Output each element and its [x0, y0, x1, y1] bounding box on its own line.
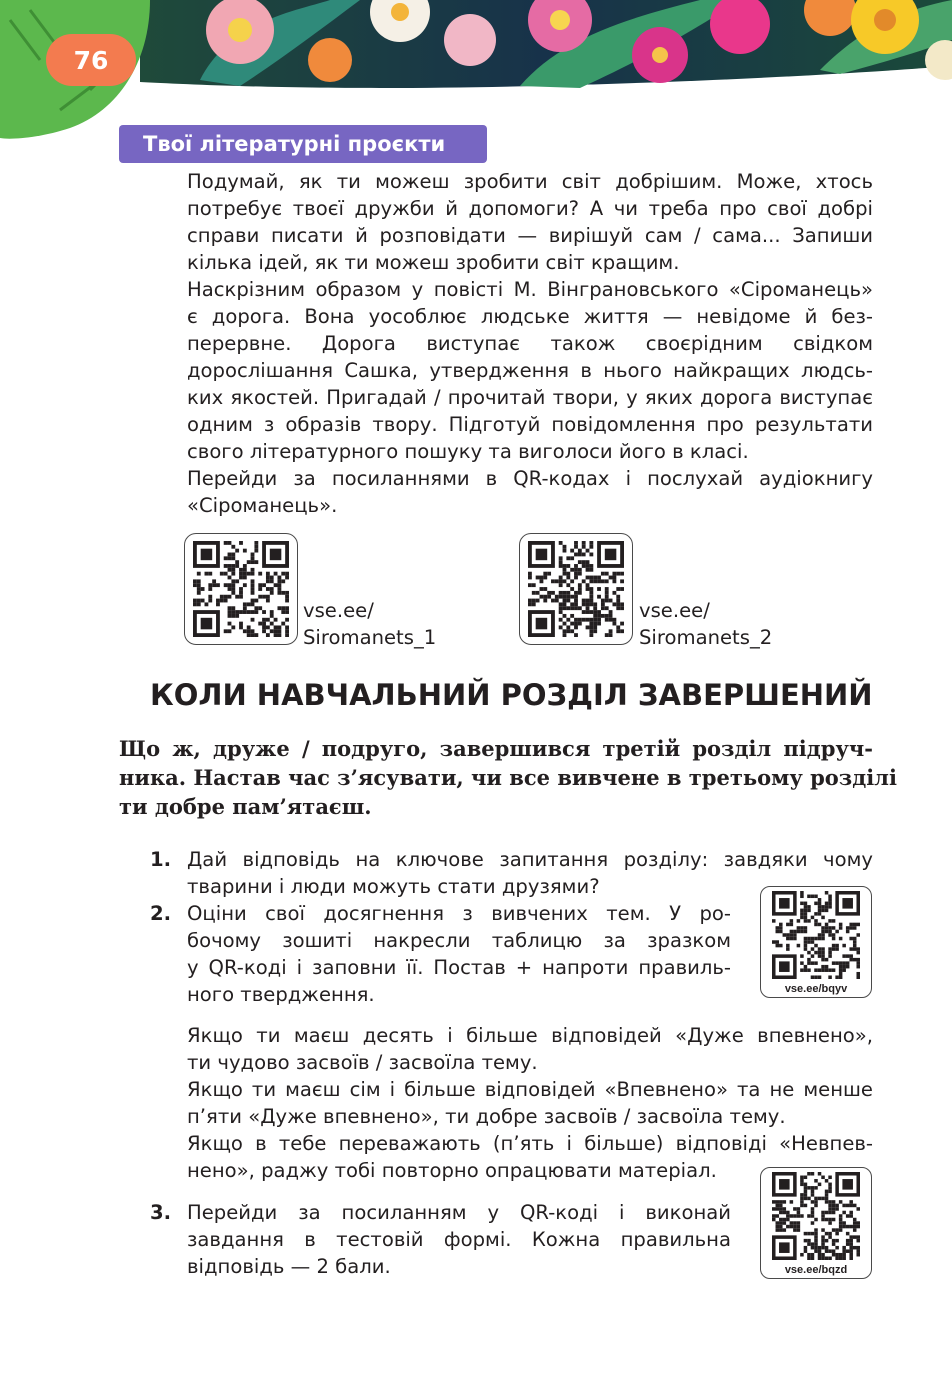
criteria-line: нено», раджу тобі повторно опрацювати матеріал. [187, 1159, 717, 1182]
list-item-line: бочому зошиті накресли таблицю за зразком [187, 929, 731, 952]
criteria-line: ти чудово засвоїв / засвоїла тему. [187, 1051, 538, 1074]
list-item-line: ного твердження. [187, 983, 375, 1006]
list-number: 1. [150, 848, 172, 871]
projects-text-line: дорослішання Сашка, утвердження в нього найкращих людсь- [187, 359, 873, 382]
projects-text-line: одним з образів твору. Підготуй повідомлення про результати [187, 413, 873, 436]
criteria-line: п’яти «Дуже впевнено», ти добре засвоїв / засвоїла тему. [187, 1105, 786, 1128]
qr-code-bqyv[interactable] [760, 886, 872, 998]
qr-code-siromanets-1[interactable] [184, 533, 298, 645]
list-number: 2. [150, 902, 172, 925]
qr-link-line: vse.ee/ [639, 599, 710, 622]
projects-text-line: кілька ідей, як ти можеш зробити світ кращим. [187, 251, 680, 274]
list-item-line: у QR-коді і заповни її. Постав + напроти правиль- [187, 956, 731, 979]
intro-line: ника. Настав час з’ясувати, чи все вивчене в третьому розділі [119, 765, 897, 790]
list-item-line: Оціни свої досягнення з вивчених тем. У ро- [187, 902, 731, 925]
projects-text-line: є дорога. Вона уособлює людське життя — невідоме й без- [187, 305, 873, 328]
projects-text-line: Подумай, як ти можеш зробити світ добрішим. Може, хтось [187, 170, 873, 193]
projects-text-line: Наскрізним образом у повісті М. Вінграновського «Сіроманець» [187, 278, 873, 301]
criteria-line: Якщо ти маєш сім і більше відповідей «Впевнено» та не менше [187, 1078, 873, 1101]
qr-code-icon [193, 541, 289, 637]
projects-text-line: Перейди за посиланнями в QR-кодах і послухай аудіокнигу [187, 467, 873, 490]
projects-text-line: перервне. Дорога виступає також своєрідним свідком [187, 332, 873, 355]
projects-text-line: потребує твоєї дружби й допомоги? А чи треба про свої добрі [187, 197, 873, 220]
projects-text-line: свого літературного пошуку та виголоси його в класі. [187, 440, 749, 463]
list-number: 3. [150, 1201, 172, 1224]
qr-link-line: Siromanets_1 [303, 626, 437, 649]
floral-header-illustration [0, 0, 952, 140]
qr-code-icon [769, 1172, 863, 1260]
qr-code-icon [769, 891, 863, 979]
projects-text-line: «Сіроманець». [187, 494, 338, 517]
qr-link-line: Siromanets_2 [639, 626, 773, 649]
qr-code-icon [528, 541, 624, 637]
criteria-line: Якщо в тебе переважають (п’ять і більше) відповіді «Невпев- [187, 1132, 873, 1155]
intro-line: ти добре пам’ятаєш. [119, 794, 372, 819]
list-item-line: завдання в тестовій формі. Кожна правильна [187, 1228, 731, 1251]
list-item-line: тварини і люди можуть стати друзями? [187, 875, 600, 898]
criteria-line: Якщо ти маєш десять і більше відповідей «Дуже впевнено», [187, 1024, 873, 1047]
qr-caption: vse.ee/bqzd [784, 1264, 848, 1276]
qr-link-siromanets-1[interactable] [303, 597, 436, 651]
list-item-line: відповідь — 2 бали. [187, 1255, 391, 1278]
qr-code-siromanets-2[interactable] [519, 533, 633, 645]
projects-text-line: ких якостей. Пригадай / прочитай твори, у яких дорога виступає [187, 386, 873, 409]
page-number-badge: 76 [46, 34, 136, 86]
qr-code-bqzd[interactable] [760, 1167, 872, 1279]
projects-text-line: справи писати й розповідати — вирішуй сам / сама... Запиши [187, 224, 873, 247]
literary-projects-tag: Твої літературні проєкти [119, 125, 487, 163]
qr-link-line: vse.ee/ [303, 599, 374, 622]
list-item-line: Дай відповідь на ключове запитання розділу: завдяки чому [187, 848, 873, 871]
intro-line: Що ж, друже / подруго, завершився третій розділ підруч- [119, 736, 873, 761]
qr-caption: vse.ee/bqyv [784, 983, 848, 995]
qr-link-siromanets-2[interactable] [639, 597, 772, 651]
list-item-line: Перейди за посиланням у QR-коді і виконай [187, 1201, 731, 1224]
section-heading: КОЛИ НАВЧАЛЬНИЙ РОЗДІЛ ЗАВЕРШЕНИЙ [150, 678, 873, 712]
